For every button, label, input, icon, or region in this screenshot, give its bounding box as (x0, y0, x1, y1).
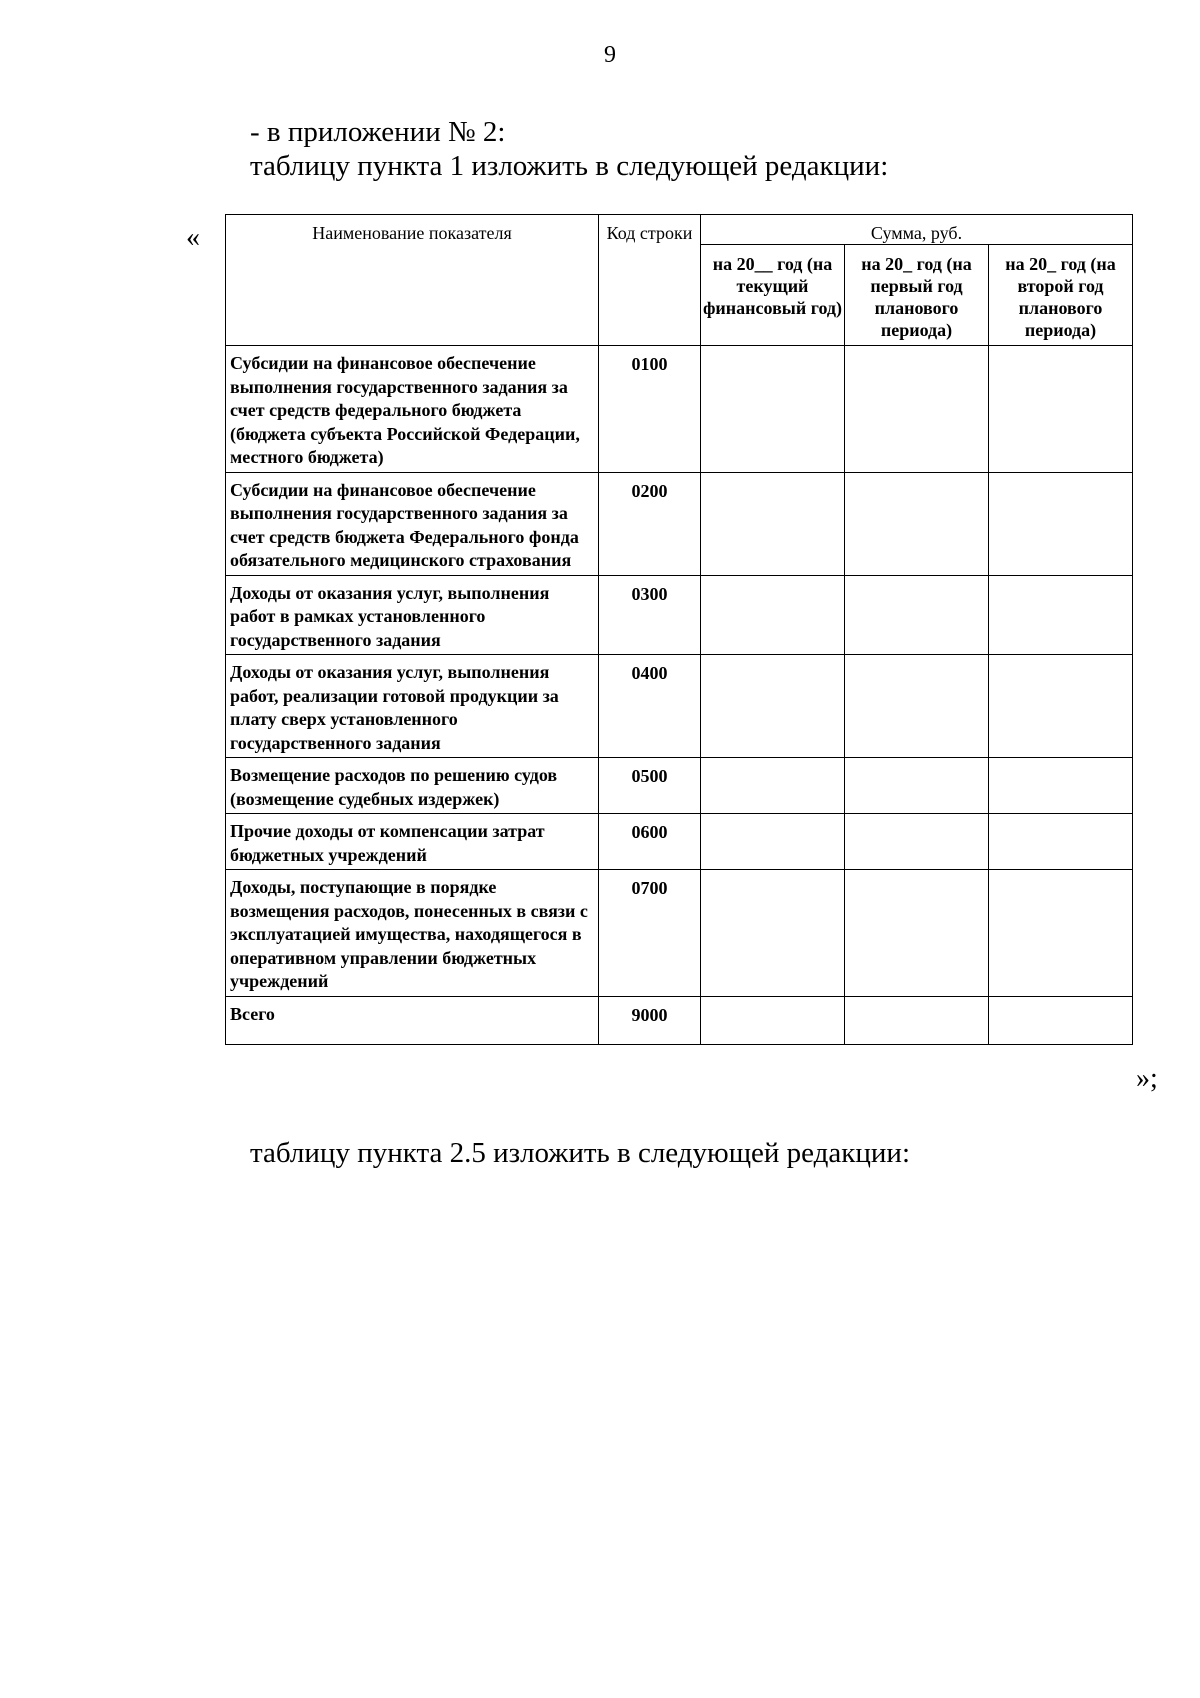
sum-cell (989, 575, 1133, 655)
row-name: Доходы, поступающие в порядке возмещения расходов, понесенных в связи с эксплуатацией имущества, находящегося в оперативном управлении бюджетных учреждений (226, 870, 599, 997)
sum-cell (845, 996, 989, 1044)
header-year-second-plan: на 20_ год (на второй год планового периода) (989, 245, 1133, 346)
open-quote: « (186, 222, 200, 253)
table-row (226, 758, 1133, 814)
header-sum: Сумма, руб. (701, 215, 1133, 245)
sum-cell (701, 655, 845, 758)
row-name: Доходы от оказания услуг, выполнения работ, реализации готовой продукции за плату сверх установленного государственного задания (226, 655, 599, 758)
row-name: Субсидии на финансовое обеспечение выполнения государственного задания за счет средств федерального бюджета (бюджета субъекта Российской Федерации, местного бюджета) (226, 346, 599, 473)
header-code: Код строки (599, 215, 701, 346)
row-code: 0500 (599, 758, 701, 814)
table-row (226, 346, 1133, 473)
sum-cell (701, 758, 845, 814)
sum-cell (701, 996, 845, 1044)
sum-cell (989, 472, 1133, 575)
sum-cell (989, 870, 1133, 997)
table-row (226, 575, 1133, 655)
row-code: 0300 (599, 575, 701, 655)
table-row-total (226, 996, 1133, 1044)
indicator-table (225, 214, 1133, 1045)
header-name: Наименование показателя (226, 215, 599, 346)
row-code-total: 9000 (599, 996, 701, 1044)
sum-cell (845, 575, 989, 655)
page-number: 9 (604, 42, 616, 68)
sum-cell (989, 814, 1133, 870)
row-name: Возмещение расходов по решению судов (возмещение судебных издержек) (226, 758, 599, 814)
sum-cell (845, 655, 989, 758)
row-code: 0400 (599, 655, 701, 758)
sum-cell (989, 758, 1133, 814)
sum-cell (989, 655, 1133, 758)
table-row (226, 655, 1133, 758)
row-code: 0700 (599, 870, 701, 997)
sum-cell (845, 870, 989, 997)
header-year-first-plan: на 20_ год (на первый год планового периода) (845, 245, 989, 346)
row-code: 0600 (599, 814, 701, 870)
row-name: Доходы от оказания услуг, выполнения работ в рамках установленного государственного задания (226, 575, 599, 655)
row-name: Субсидии на финансовое обеспечение выполнения государственного задания за счет средств бюджета Федерального фонда обязательного медицинского страхования (226, 472, 599, 575)
sum-cell (701, 870, 845, 997)
sum-cell (701, 346, 845, 473)
row-code: 0200 (599, 472, 701, 575)
table-row (226, 472, 1133, 575)
table-row (226, 870, 1133, 997)
sum-cell (989, 346, 1133, 473)
sum-cell (845, 472, 989, 575)
sum-cell (989, 996, 1133, 1044)
sum-cell (845, 346, 989, 473)
table-row (226, 814, 1133, 870)
outro-line: таблицу пункта 2.5 изложить в следующей редакции: (250, 1137, 911, 1169)
sum-cell (701, 814, 845, 870)
close-quote: »; (1136, 1063, 1158, 1094)
sum-cell (845, 814, 989, 870)
row-name-total: Всего (226, 996, 599, 1044)
header-year-current: на 20__ год (на текущий финансовый год) (701, 245, 845, 346)
sum-cell (845, 758, 989, 814)
sum-cell (701, 472, 845, 575)
intro-line-2: таблицу пункта 1 изложить в следующей редакции: (250, 150, 889, 182)
intro-line-1: - в приложении № 2: (250, 116, 506, 148)
row-code: 0100 (599, 346, 701, 473)
sum-cell (701, 575, 845, 655)
row-name: Прочие доходы от компенсации затрат бюджетных учреждений (226, 814, 599, 870)
